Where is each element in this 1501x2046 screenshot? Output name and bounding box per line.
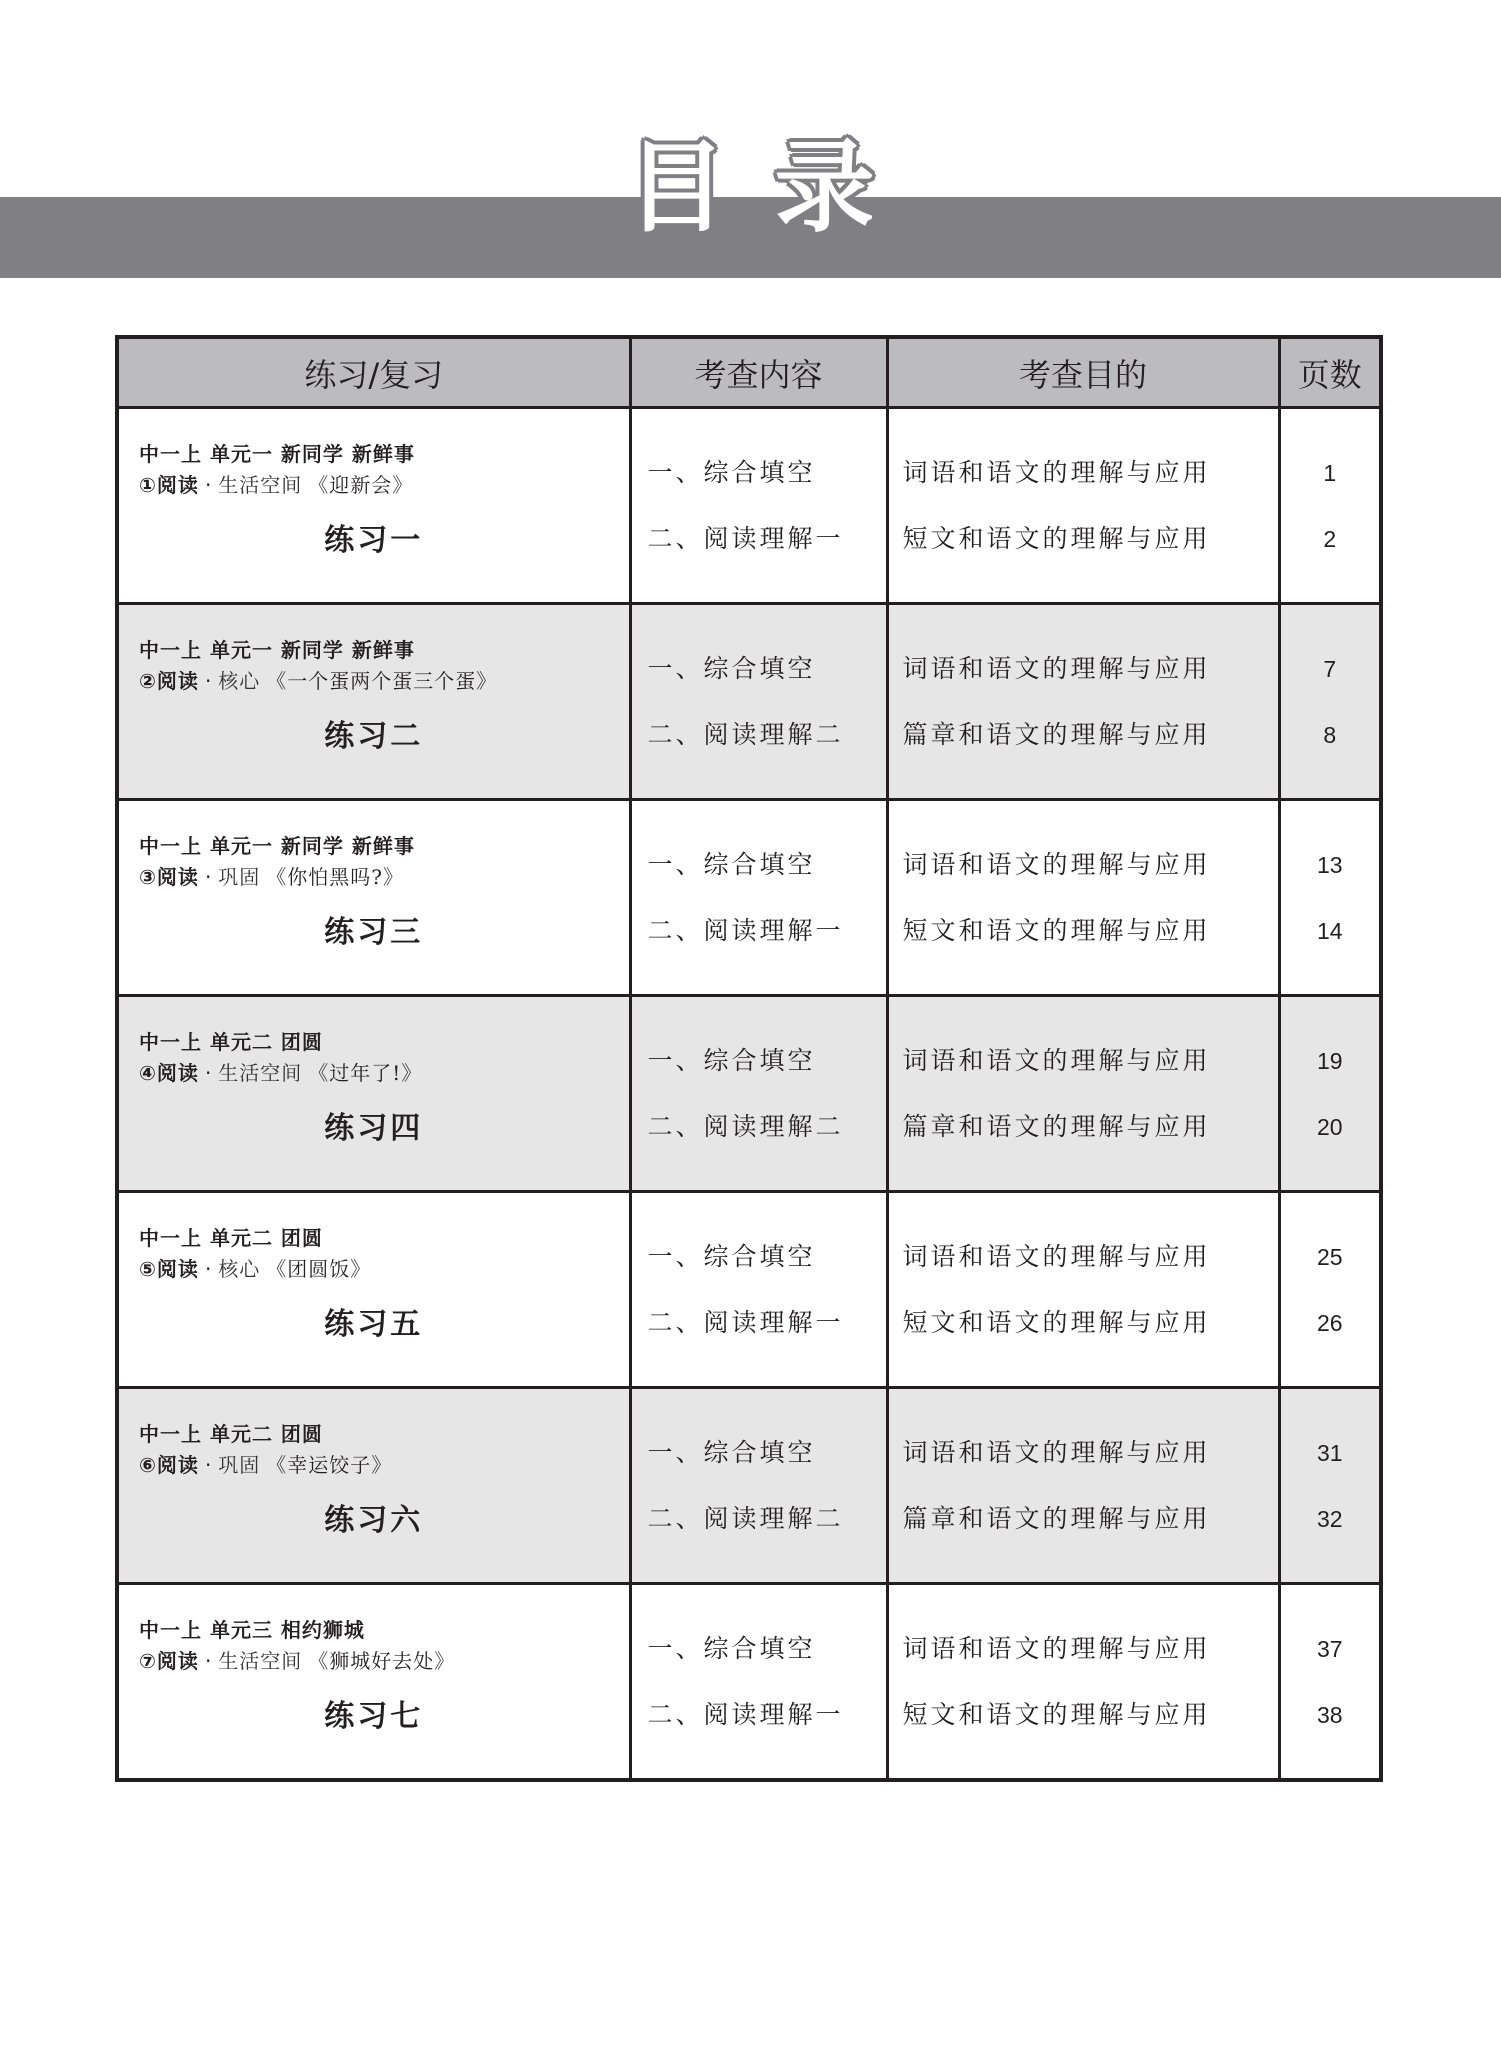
lesson-number: ③阅读 bbox=[139, 864, 199, 889]
table-row bbox=[117, 408, 1381, 604]
content-item: 二、阅读理解一 bbox=[647, 1699, 844, 1729]
separator-dot: · bbox=[204, 1256, 213, 1281]
lesson-label bbox=[139, 1449, 629, 1481]
page-number[interactable]: 1 bbox=[1323, 459, 1337, 486]
content-item: 一、综合填空 bbox=[647, 1437, 816, 1467]
table-row bbox=[117, 800, 1381, 996]
lesson-kind: 核心 bbox=[218, 1256, 261, 1281]
content-item: 一、综合填空 bbox=[647, 653, 816, 683]
unit-label: 中一上 单元一 新同学 新鲜事 bbox=[139, 637, 415, 662]
lesson-story-title: 《一个蛋两个蛋三个蛋》 bbox=[266, 668, 498, 693]
unit-label: 中一上 单元二 团圆 bbox=[139, 1225, 323, 1250]
exercise-cell bbox=[117, 800, 630, 996]
purpose-item: 短文和语文的理解与应用 bbox=[902, 523, 1211, 553]
lesson-number: ②阅读 bbox=[139, 668, 199, 693]
content-item: 一、综合填空 bbox=[647, 1045, 816, 1075]
pages-cell bbox=[1279, 996, 1381, 1192]
page-number[interactable]: 31 bbox=[1316, 1439, 1343, 1466]
separator-dot: · bbox=[204, 1648, 213, 1673]
content-cell bbox=[630, 1388, 887, 1584]
purpose-item: 短文和语文的理解与应用 bbox=[902, 1307, 1211, 1337]
page-number[interactable]: 20 bbox=[1316, 1113, 1343, 1140]
unit-label: 中一上 单元一 新同学 新鲜事 bbox=[139, 833, 415, 858]
lesson-story-title: 《团圆饭》 bbox=[266, 1256, 372, 1281]
exercise-cell bbox=[117, 1584, 630, 1781]
page-number[interactable]: 26 bbox=[1316, 1309, 1343, 1336]
unit-label: 中一上 单元二 团圆 bbox=[139, 1421, 323, 1446]
table-header-row bbox=[117, 337, 1381, 408]
unit-label: 中一上 单元二 团圆 bbox=[139, 1029, 323, 1054]
purpose-cell bbox=[887, 996, 1279, 1192]
exercise-cell bbox=[117, 996, 630, 1192]
purpose-item: 篇章和语文的理解与应用 bbox=[902, 1111, 1211, 1141]
table-of-contents bbox=[115, 335, 1383, 1782]
purpose-cell bbox=[887, 800, 1279, 996]
purpose-item: 短文和语文的理解与应用 bbox=[902, 915, 1211, 945]
page-number[interactable]: 32 bbox=[1316, 1505, 1343, 1532]
lesson-kind: 生活空间 bbox=[218, 1648, 303, 1673]
purpose-item: 词语和语文的理解与应用 bbox=[902, 1633, 1211, 1663]
content-cell bbox=[630, 800, 887, 996]
content-cell bbox=[630, 996, 887, 1192]
unit-label: 中一上 单元三 相约狮城 bbox=[139, 1617, 365, 1642]
pages-cell bbox=[1279, 1192, 1381, 1388]
lesson-kind: 巩固 bbox=[218, 1452, 261, 1477]
separator-dot: · bbox=[204, 1060, 213, 1085]
content-item: 一、综合填空 bbox=[647, 1633, 816, 1663]
purpose-cell bbox=[887, 1584, 1279, 1781]
pages-cell bbox=[1279, 604, 1381, 800]
page-number[interactable]: 37 bbox=[1316, 1635, 1343, 1662]
lesson-kind: 生活空间 bbox=[218, 472, 303, 497]
purpose-item: 篇章和语文的理解与应用 bbox=[902, 1503, 1211, 1533]
lesson-number: ①阅读 bbox=[139, 472, 199, 497]
purpose-cell bbox=[887, 408, 1279, 604]
lesson-label bbox=[139, 1645, 629, 1677]
page-number[interactable]: 2 bbox=[1323, 525, 1337, 552]
separator-dot: · bbox=[204, 1452, 213, 1477]
lesson-label bbox=[139, 469, 629, 501]
content-item: 一、综合填空 bbox=[647, 457, 816, 487]
exercise-cell bbox=[117, 1192, 630, 1388]
purpose-item: 词语和语文的理解与应用 bbox=[902, 457, 1211, 487]
lesson-kind: 核心 bbox=[218, 668, 261, 693]
content-item: 一、综合填空 bbox=[647, 849, 816, 879]
lesson-story-title: 《狮城好去处》 bbox=[308, 1648, 456, 1673]
content-item: 二、阅读理解二 bbox=[647, 1111, 844, 1141]
purpose-item: 词语和语文的理解与应用 bbox=[902, 653, 1211, 683]
exercise-title[interactable]: 练习六 bbox=[324, 1502, 424, 1538]
lesson-story-title: 《过年了!》 bbox=[308, 1060, 423, 1085]
page-number[interactable]: 13 bbox=[1316, 851, 1343, 878]
purpose-cell bbox=[887, 604, 1279, 800]
exercise-title[interactable]: 练习四 bbox=[324, 1110, 424, 1146]
lesson-number: ④阅读 bbox=[139, 1060, 199, 1085]
lesson-number: ⑦阅读 bbox=[139, 1648, 199, 1673]
exercise-title[interactable]: 练习一 bbox=[324, 522, 424, 558]
lesson-label bbox=[139, 1253, 629, 1285]
lesson-kind: 生活空间 bbox=[218, 1060, 303, 1085]
page-number[interactable]: 7 bbox=[1323, 655, 1337, 682]
content-item: 二、阅读理解一 bbox=[647, 523, 844, 553]
purpose-item: 短文和语文的理解与应用 bbox=[902, 1699, 1211, 1729]
purpose-cell bbox=[887, 1192, 1279, 1388]
purpose-item: 篇章和语文的理解与应用 bbox=[902, 719, 1211, 749]
pages-cell bbox=[1279, 1388, 1381, 1584]
content-item: 一、综合填空 bbox=[647, 1241, 816, 1271]
purpose-item: 词语和语文的理解与应用 bbox=[902, 1437, 1211, 1467]
table-row bbox=[117, 1192, 1381, 1388]
purpose-item: 词语和语文的理解与应用 bbox=[902, 1241, 1211, 1271]
header-purpose: 考查目的 bbox=[887, 337, 1279, 408]
table-row bbox=[117, 1388, 1381, 1584]
lesson-number: ⑤阅读 bbox=[139, 1256, 199, 1281]
lesson-kind: 巩固 bbox=[218, 864, 261, 889]
table-row bbox=[117, 1584, 1381, 1781]
content-cell bbox=[630, 604, 887, 800]
content-item: 二、阅读理解二 bbox=[647, 1503, 844, 1533]
separator-dot: · bbox=[204, 472, 213, 497]
lesson-number: ⑥阅读 bbox=[139, 1452, 199, 1477]
content-cell bbox=[630, 1584, 887, 1781]
content-cell bbox=[630, 1192, 887, 1388]
exercise-cell bbox=[117, 604, 630, 800]
pages-cell bbox=[1279, 408, 1381, 604]
content-item: 二、阅读理解一 bbox=[647, 1307, 844, 1337]
lesson-story-title: 《迎新会》 bbox=[308, 472, 414, 497]
content-cell bbox=[630, 408, 887, 604]
exercise-title[interactable]: 练习五 bbox=[324, 1306, 424, 1342]
page-number[interactable]: 8 bbox=[1323, 721, 1337, 748]
exercise-title[interactable]: 练习七 bbox=[324, 1698, 424, 1734]
page-number[interactable]: 19 bbox=[1316, 1047, 1343, 1074]
exercise-cell bbox=[117, 408, 630, 604]
exercise-title[interactable]: 练习二 bbox=[324, 718, 424, 754]
purpose-cell bbox=[887, 1388, 1279, 1584]
separator-dot: · bbox=[204, 864, 213, 889]
purpose-item: 词语和语文的理解与应用 bbox=[902, 1045, 1211, 1075]
header-exercise: 练习/复习 bbox=[117, 337, 630, 408]
pages-cell bbox=[1279, 800, 1381, 996]
exercise-title[interactable]: 练习三 bbox=[324, 914, 424, 950]
header-pages: 页数 bbox=[1279, 337, 1381, 408]
table-row bbox=[117, 604, 1381, 800]
lesson-story-title: 《幸运饺子》 bbox=[266, 1452, 393, 1477]
page-title: 目录 bbox=[626, 129, 923, 246]
header-content: 考查内容 bbox=[630, 337, 887, 408]
content-item: 二、阅读理解二 bbox=[647, 719, 844, 749]
separator-dot: · bbox=[204, 668, 213, 693]
lesson-label bbox=[139, 1057, 629, 1089]
lesson-label bbox=[139, 665, 629, 697]
pages-cell bbox=[1279, 1584, 1381, 1781]
unit-label: 中一上 单元一 新同学 新鲜事 bbox=[139, 441, 415, 466]
page-number[interactable]: 25 bbox=[1316, 1243, 1343, 1270]
content-item: 二、阅读理解一 bbox=[647, 915, 844, 945]
exercise-cell bbox=[117, 1388, 630, 1584]
purpose-item: 词语和语文的理解与应用 bbox=[902, 849, 1211, 879]
page-number[interactable]: 14 bbox=[1316, 917, 1343, 944]
lesson-label bbox=[139, 861, 629, 893]
lesson-story-title: 《你怕黑吗?》 bbox=[266, 864, 405, 889]
table-row bbox=[117, 996, 1381, 1192]
page-number[interactable]: 38 bbox=[1316, 1701, 1343, 1728]
